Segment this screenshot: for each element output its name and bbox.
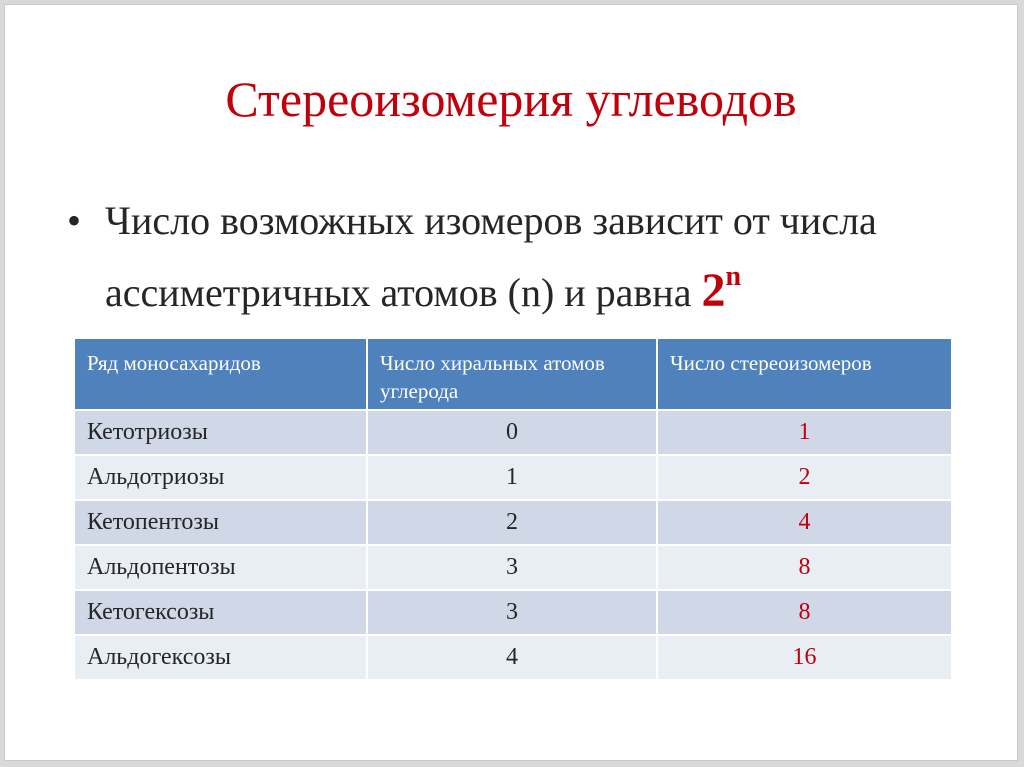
- cell-series: Альдогексозы: [75, 635, 367, 680]
- cell-series: Кетогексозы: [75, 590, 367, 635]
- formula-base: 2: [701, 264, 726, 317]
- table-row: [75, 635, 951, 680]
- table-header-row: [75, 339, 951, 410]
- cell-chiral: 3: [367, 545, 657, 590]
- cell-chiral: 0: [367, 410, 657, 455]
- formula-exponent: n: [725, 261, 742, 292]
- stereoisomer-table: [75, 339, 951, 681]
- cell-series: Альдопентозы: [75, 545, 367, 590]
- slide: [4, 4, 1018, 761]
- table-row: [75, 590, 951, 635]
- slide-title: Стереоизомерия углеводов: [225, 71, 797, 127]
- cell-series: Кетопентозы: [75, 500, 367, 545]
- cell-stereo: 2: [657, 455, 951, 500]
- cell-series: Альдотриозы: [75, 455, 367, 500]
- table-row: [75, 545, 951, 590]
- header-stereoisomers: Число стереоизомеров: [657, 339, 951, 410]
- cell-chiral: 2: [367, 500, 657, 545]
- cell-stereo: 4: [657, 500, 951, 545]
- table-row: [75, 455, 951, 500]
- cell-series: Кетотриозы: [75, 410, 367, 455]
- bullet-text: [105, 191, 965, 323]
- table-row: [75, 500, 951, 545]
- header-chiral-atoms: Число хиральных атомов углерода: [367, 339, 657, 410]
- cell-stereo: 1: [657, 410, 951, 455]
- header-series: Ряд моносахаридов: [75, 339, 367, 410]
- table-row: [75, 410, 951, 455]
- cell-stereo: 8: [657, 590, 951, 635]
- bullet-sentence: Число возможных изомеров зависит от числа ассиметричных атомов (n) и равна: [105, 198, 877, 315]
- cell-chiral: 1: [367, 455, 657, 500]
- cell-chiral: 4: [367, 635, 657, 680]
- bullet-icon: •: [67, 198, 82, 243]
- cell-chiral: 3: [367, 590, 657, 635]
- formula: [701, 261, 742, 317]
- cell-stereo: 8: [657, 545, 951, 590]
- cell-stereo: 16: [657, 635, 951, 680]
